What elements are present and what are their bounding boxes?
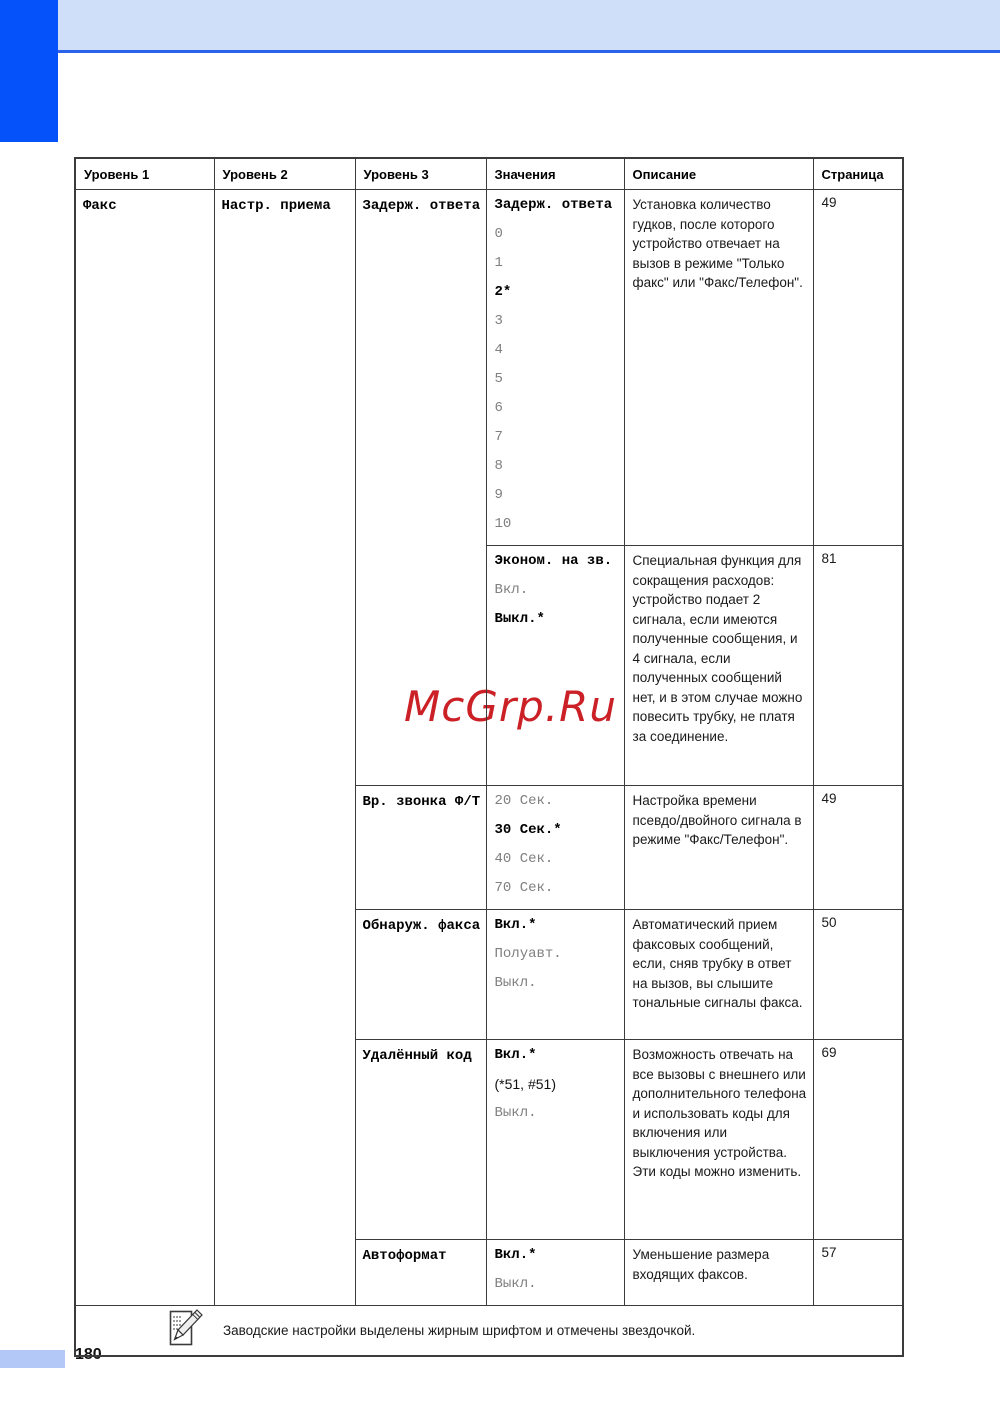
menu-level3-cell: Задерж. ответа xyxy=(355,190,486,786)
values-cell xyxy=(486,1240,624,1306)
description-cell: Настройка времени псевдо/двойного сигнала в режиме "Факс/Телефон". xyxy=(624,786,813,910)
menu-level3-cell: Обнаруж. факса xyxy=(355,910,486,1040)
column-header-page: Страница xyxy=(813,158,903,190)
value-line: 30 Сек.* xyxy=(494,822,562,838)
value-line: Выкл. xyxy=(494,1105,537,1121)
factory-note-cell xyxy=(75,1306,903,1357)
value-line: 6 xyxy=(494,400,503,416)
column-header-level3: Уровень 3 xyxy=(355,158,486,190)
page-ref-cell: 81 xyxy=(813,546,903,786)
value-line: 8 xyxy=(494,458,503,474)
sidebar-accent-block xyxy=(0,0,58,142)
value-line: Вкл.* xyxy=(494,1047,537,1063)
column-header-values: Значения xyxy=(486,158,624,190)
page-ref-cell: 49 xyxy=(813,190,903,546)
value-line: 0 xyxy=(494,226,503,242)
value-line: Выкл.* xyxy=(494,611,545,627)
page-number: 180 xyxy=(75,1346,102,1363)
menu-level1-cell: Факс xyxy=(75,190,214,1306)
watermark: McGrp.Ru xyxy=(404,682,617,731)
value-line: Выкл. xyxy=(494,975,537,991)
value-line: 2* xyxy=(494,284,512,300)
page-ref-cell: 50 xyxy=(813,910,903,1040)
value-line: 9 xyxy=(494,487,503,503)
description-cell: Возможность отвечать на все вызовы с внешнего или дополнительного телефона и использовать коды для включения или выключения устройства. Эти коды можно изменить. xyxy=(624,1040,813,1240)
menu-level3-cell: Удалённый код xyxy=(355,1040,486,1240)
menu-level2-cell: Настр. приема xyxy=(214,190,355,1306)
note-pencil-icon xyxy=(169,1309,203,1352)
value-line: 7 xyxy=(494,429,503,445)
value-line: 70 Сек. xyxy=(494,880,554,896)
value-line: 3 xyxy=(494,313,503,329)
header-band xyxy=(58,0,1000,50)
factory-note-text: Заводские настройки выделены жирным шрифтом и отмечены звездочкой. xyxy=(223,1323,696,1338)
page-ref-cell: 49 xyxy=(813,786,903,910)
value-line: 4 xyxy=(494,342,503,358)
description-cell: Уменьшение размера входящих факсов. xyxy=(624,1240,813,1306)
description-cell: Автоматический прием факсовых сообщений, если, сняв трубку в ответ на вызов, вы слышите тональные сигналы факса. xyxy=(624,910,813,1040)
footer-accent-bar xyxy=(0,1350,65,1368)
value-line: Вкл. xyxy=(494,582,529,598)
value-line: (*51, #51) xyxy=(494,1076,556,1092)
page-ref-cell: 69 xyxy=(813,1040,903,1240)
column-header-level2: Уровень 2 xyxy=(214,158,355,190)
column-header-description: Описание xyxy=(624,158,813,190)
values-cell xyxy=(486,786,624,910)
values-cell xyxy=(486,190,624,546)
menu-level3-cell: Вр. звонка Ф/Т xyxy=(355,786,486,910)
value-line: Вкл.* xyxy=(494,1247,537,1263)
value-line: 1 xyxy=(494,255,503,271)
value-line: Вкл.* xyxy=(494,917,537,933)
value-line: 20 Сек. xyxy=(494,793,554,809)
table-row xyxy=(75,190,903,546)
description-cell: Установка количество гудков, после которого устройство отвечает на вызов в режиме "Только факс" или "Факс/Телефон". xyxy=(624,190,813,546)
value-line: 10 xyxy=(494,516,512,532)
values-cell xyxy=(486,546,624,786)
value-line: Эконом. на зв. xyxy=(494,553,613,569)
description-cell: Специальная функция для сокращения расходов: устройство подает 2 сигнала, если имеются полученные сообщения, и 4 сигнала, если полученных сообщений нет, и в этом случае можно повесить трубку, не платя за соединение. xyxy=(624,546,813,786)
value-line: 40 Сек. xyxy=(494,851,554,867)
menu-level3-cell: Автоформат xyxy=(355,1240,486,1306)
value-line: 5 xyxy=(494,371,503,387)
value-line: Полуавт. xyxy=(494,946,562,962)
table-header-row xyxy=(75,158,903,190)
settings-table xyxy=(74,157,904,1357)
values-cell xyxy=(486,1040,624,1240)
column-header-level1: Уровень 1 xyxy=(75,158,214,190)
value-line: Выкл. xyxy=(494,1276,537,1292)
page-ref-cell: 57 xyxy=(813,1240,903,1306)
value-line: Задерж. ответа xyxy=(494,197,613,213)
header-rule xyxy=(58,50,1000,53)
values-cell xyxy=(486,910,624,1040)
factory-note-row xyxy=(75,1306,903,1357)
